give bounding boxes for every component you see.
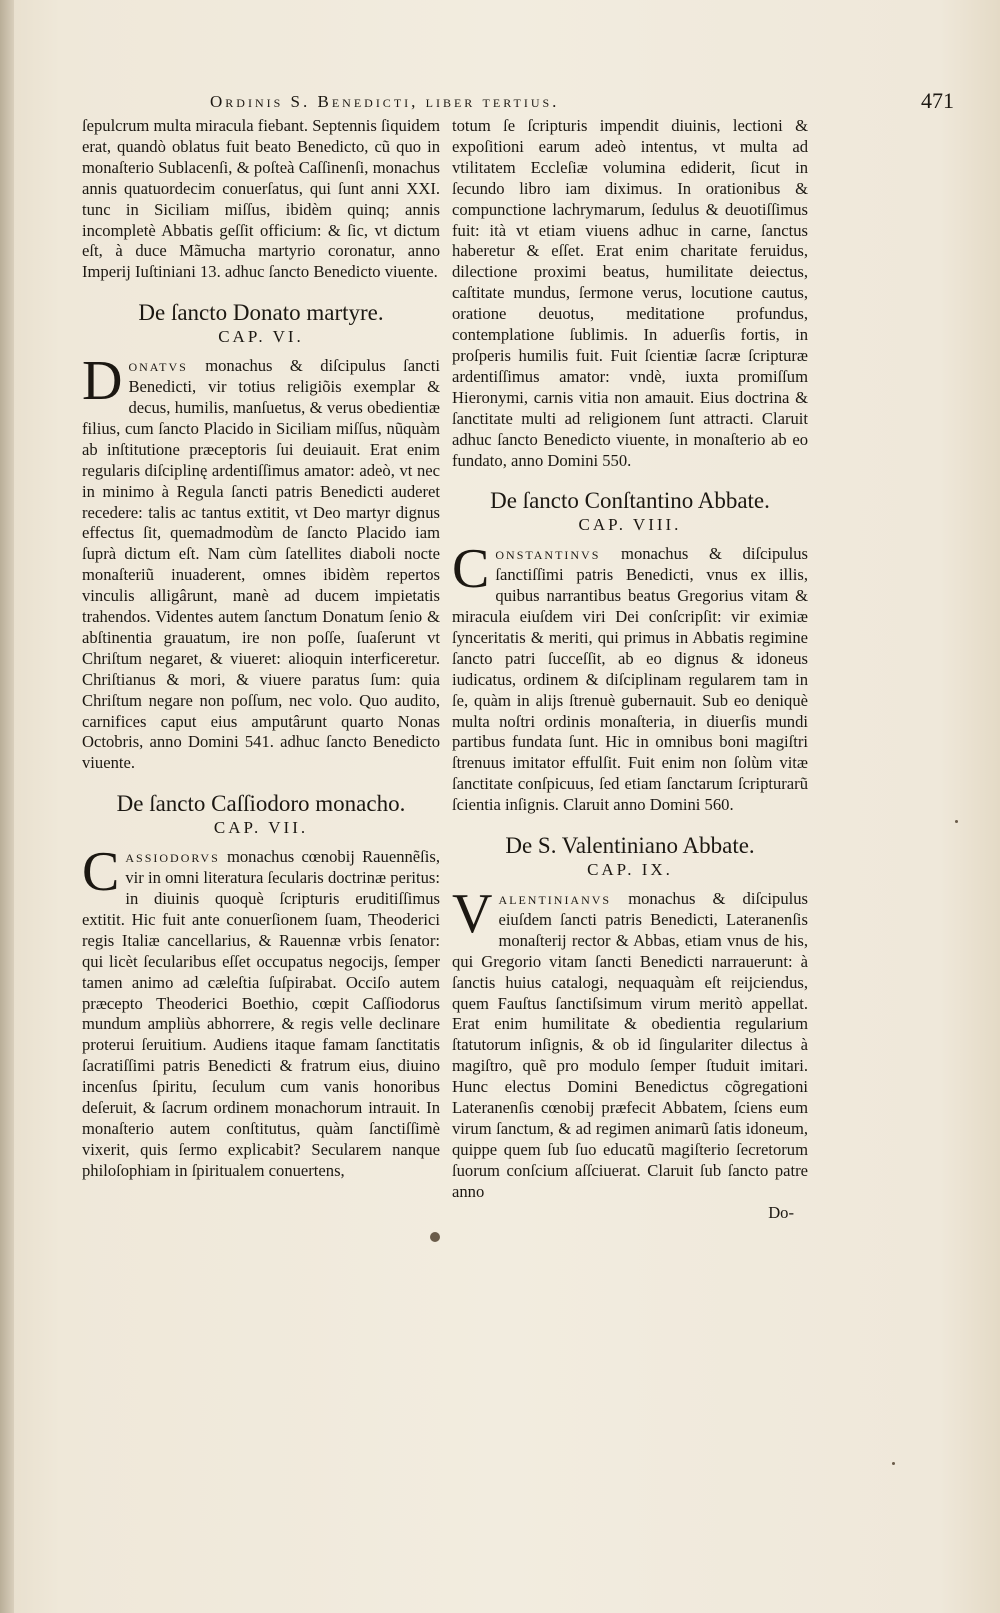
lead-word: assiodorvs (125, 847, 220, 867)
paper-speck (955, 820, 958, 823)
chapter-number-vii: CAP. VII. (213, 818, 309, 838)
right-column (452, 116, 808, 1224)
lead-word: onatvs (128, 356, 188, 376)
section-body-constantinus (452, 538, 808, 816)
running-head (210, 88, 970, 118)
section-heading-cassiodorus: De ſancto Caſſiodoro monacho. (116, 791, 406, 817)
section-text: monachus & diſcipulus ſanctiſſimi patris Benedicti, vnus ex illis, quibus narrantibus beatus Gregorius vitam & miracula eiuſdem viri Dei conſcripſit: vir eximiæ ſynceritatis & meriti, qui primus in Abbatis regimine ſancto patri ſucceſſit, ab eo dignus & idoneus iudicatus, ordinem & diſciplinam regularem tam in ſe, quàm in alijs ſtrenuè gubernauit. Sub eo deniquè multa noſtri ordinis monaſteria, in diuerſis mundi partibus fundata ſunt. Hic in omnibus boni magiſtri ſtrenuus imitator effulſit. Fuit enim non ſolùm vitæ ſanctitate conſpicuus, ſed etiam ſanctarum ſcripturarũ ſcientia inſignis. Claruit anno Domini 560. (452, 544, 808, 815)
drop-cap-initial: D (82, 350, 123, 413)
left-intro-paragraph: ſepulcrum multa miracula fiebant. Septennis ſiquidem erat, quandò oblatus fuit beato Benedicto, cũ quo in monaſterio Sublacenſi, & poſteà Caſſinenſi, monachus annis quatuordecim conuerſatus, qui ſunt anni XXI. tunc in Siciliam miſſus, ibidèm quinq; annis incompletè Abbatis geſſit officium: & ſic, vt dictum eſt, à duce Mãmucha martyrio coronatur, anno Imperij Iuſtiniani 13. adhuc ſancto Benedicto viuente. (82, 116, 440, 282)
lead-word: onstantinvs (495, 544, 601, 564)
section-heading-donatus: De ſancto Donato martyre. (138, 300, 384, 326)
section-text: monachus cœnobij Rauennẽſis, vir in omni literatura ſecularis doctrinæ peritus: in diuinis quoquè ſcripturis eruditiſſimus extitit. Hic fuit ante conuerſionem ſuam, Theoderici regis Italiæ cancellarius, & Rauennæ vrbis ſenator: qui licèt ſecularibus eſſet occupatus negocijs, ſemper tamen animo ad cæleſtia ſuſpirabat. Occiſo autem præcepto Theoderici Boethio, cœpit Caſſiodorus mundum ampliùs abhorrere, & regis velle declinare proterui ſeruitium. Audiens itaque famam ſanctitatis ſacratiſſimi patris Benedicti & fratrum eius, diuino incenſus ſpiritu, ſeculum cum vanis honoribus deſeruit, & ſacrum ordinem monachorum intrauit. In monaſterio autem conſtitutus, quàm ſanctiſſimè vixerit, quis ſermo explicabit? Secularem nanque philoſophiam in ſpiritualem conuertens, (82, 847, 440, 1180)
page-number: 471 (921, 88, 954, 113)
left-column (82, 116, 440, 1182)
chapter-number-ix: CAP. IX. (587, 860, 673, 880)
page-spine-shadow (0, 0, 14, 1613)
section-text: monachus & diſcipulus ſancti Benedicti, vir totius religiõis exemplar & decus, humilis, manſuetus, & verus obedientiæ filius, cum ſancto Placido in Siciliam miſſus, nũquàm ab inſtitutione præceptoris ſui deuiauit. Erat enim regularis diſciplinę ardentiſſimus amator: adeò, vt nec in minimo à Regula ſancti patris Benedicti auderet recedere: talis ac tantus extitit, vt Deo martyr dignus effectus ſit, quemadmodùm de ſancto Placido iam ſuprà dictum eſt. Nam cùm ſatellites diaboli nocte monaſteriũ inuaderent, omnes ibidèm repertos vinculis alligârunt, manè ad ducem impietatis trahendos. Videntes autem ſanctum Donatum ſenio & abſtinentia grauatum, ire non poſſe, ſuaſerunt vt Chriſtum negaret, & viueret: alioquin interficeretur. Chriſtianus & mori, & viuere paratus ſum: quia Chriſtum negare non poſſum, nec volo. Quo audito, carnifices caput eius amputârunt quarto Nonas Octobris, anno Domini 541. adhuc ſancto Benedicto viuente. (82, 356, 440, 773)
paper-speck (892, 1462, 895, 1465)
chapter-number-viii: CAP. VIII. (578, 515, 682, 535)
chapter-number-vi: CAP. VI. (218, 327, 304, 347)
section-body-valentinianus (452, 883, 808, 1203)
running-head-title: Ordinis S. Benedicti, liber tertius. (210, 92, 560, 111)
lead-word: alentinianvs (498, 889, 612, 908)
section-heading-constantinus: De ſancto Conſtantino Abbate. (490, 488, 770, 514)
drop-cap-initial: V (452, 883, 493, 945)
drop-cap-initial: C (82, 841, 120, 904)
section-body-cassiodorus (82, 841, 440, 1182)
drop-cap-initial: C (452, 538, 490, 601)
catchword: Do- (768, 1202, 794, 1222)
section-body-donatus (82, 350, 440, 774)
right-intro-paragraph: totum ſe ſcripturis impendit diuinis, lectioni & expoſitioni earum adeò intentus, vt multa ad vtilitatem Eccleſiæ volumina ediderit, ſicut in ſecundo libro iam diximus. In orationibus & compunctione lachrymarum, ſedulus & deuotiſſimus fuit: ità vt etiam viuens adhuc in carne, ſanctus haberetur & eſſet. Erat enim charitate feruidus, dilectione proximi beatus, humilitate deiectus, caſtitate mundus, ſermone verus, locutione cautus, oratione deuotus, meditatione profundus, contemplatione ſublimis. In aduerſis fortis, in proſperis humilis fuit. Fuit ſcientiæ ſacræ ſcripturæ ardentiſſimus amator: vndè, iuxta promiſſum Hieronymi, carnis vitia non amauit. Eius doctrina & ſanctitate multi ad religionem ſunt attracti. Claruit adhuc ſancto Benedicto viuente, in monaſterio ab eo fundato, anno Domini 550. (452, 116, 808, 470)
section-heading-valentinianus: De S. Valentiniano Abbate. (505, 833, 755, 859)
section-text: monachus & diſcipulus eiuſdem ſancti patris Benedicti, Lateranenſis monaſterij rector & Abbas, etiam vnus de his, qui Gregorio vitam ſancti Benedicti narrauerunt: à ſanctis huius catalogi, nequaquàm eſt reijciendus, quem Fauſtus ſanctiſsimum virum meritò appellat. Erat enim humilitate & obedientia regularium ſtatutorum inſignis, & ob id ſingulariter dilectus à magiſtro, quẽ pro modulo ſemper ſtuduit imitari. Hunc electus Domini Benedictus cõgregationi Lateranenſis cœnobij præfecit Abbatem, ſciens eum virum ſanctum, & ad regimen animarũ ſatis idoneum, quippe quem ſub ſuo educatũ magiſterio ſecretorum ſuorum conſcium aſſciuerat. Claruit ſub ſancto patre anno (452, 889, 808, 1201)
ink-blot (430, 1232, 440, 1242)
